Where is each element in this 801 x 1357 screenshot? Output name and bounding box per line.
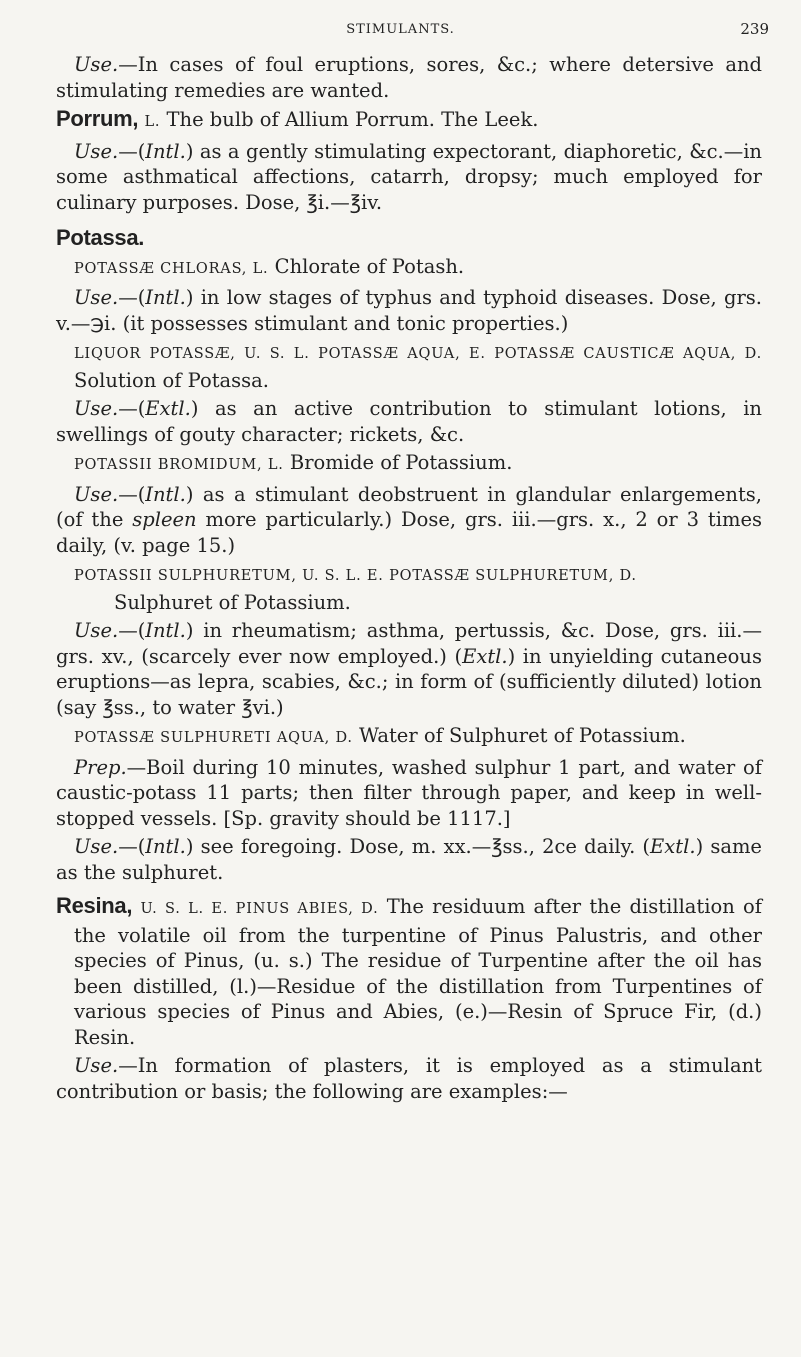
liquor-entry xyxy=(56,339,762,393)
prep-label: Prep. xyxy=(74,755,127,779)
use-mark: Intl. xyxy=(145,286,186,309)
running-head: STIMULANTS. xyxy=(346,22,455,37)
use-text: as an active contribution to stimulant lotions, in swellings of gouty character; rickets, &c. xyxy=(56,397,762,446)
potassa-title: Potassa. xyxy=(56,225,145,250)
use-mark: Intl. xyxy=(145,835,186,858)
use-mark: Intl. xyxy=(145,619,186,642)
use-emphasis: spleen xyxy=(132,508,197,531)
extl-text: same as the sulphuret. xyxy=(56,835,762,884)
porrum-use-paragraph: Use.—(Intl.) as a gently stimulating expectorant, diaphoretic, &c.—in some asthmatical affections, catarrh, dropsy; much employed for culinary purposes. Dose, ℥i.—℥iv. xyxy=(56,139,762,214)
porrum-authority: L. xyxy=(144,114,161,130)
bromide-description: Bromide of Potassium. xyxy=(289,451,513,474)
use-text-2: more particularly.) Dose, grs. iii.—grs. x., 2 or 3 times daily, (v. page 15.) xyxy=(56,508,762,557)
use-label: Use. xyxy=(74,482,119,506)
porrum-description: The bulb of Allium Porrum. The Leek. xyxy=(166,108,539,131)
liquor-description: Solution of Potassa. xyxy=(74,368,269,392)
use-label: Use. xyxy=(74,286,119,309)
resina-entry xyxy=(56,893,762,1050)
use-text: as a gently stimulating expectorant, diaphoretic, &c.—in some asthmatical affections, catarrh, dropsy; much employed for culinary purposes. Dose, ℥i.—℥iv. xyxy=(56,139,762,214)
potassa-section-title xyxy=(56,225,762,252)
use-text-2: in unyielding cutaneous eruptions—as lepra, scabies, &c.; in form of (sufficiently diluted) lotion (say ℥ss., to water ℥vi.) xyxy=(56,644,762,719)
sulphuret-name: POTASSII SULPHURETUM, U. S. L. E. POTASSÆ SULPHURETUM, D. xyxy=(74,568,637,584)
sulphuret-description: Sulphuret of Potassium. xyxy=(114,590,351,614)
use-text-1: as a stimulant deobstruent in glandular enlargements, (of the xyxy=(56,482,762,531)
use-mark: Extl. xyxy=(145,397,191,420)
page-header xyxy=(0,18,801,40)
aqua-entry xyxy=(56,723,762,752)
extl-mark: Extl. xyxy=(650,835,696,858)
sulphuret-use-paragraph: Use.—(Intl.) in rheumatism; asthma, pertussis, &c. Dose, grs. iii.—grs. xv., (scarcely ever now employed.) (Extl.) in unyielding cutaneous eruptions—as lepra, scabies, &c.; in form of (sufficiently diluted) lotion (say ℥ss., to water ℥vi.) xyxy=(56,619,762,719)
chloras-description: Chlorate of Potash. xyxy=(274,254,465,278)
use-text: in low stages of typhus and typhoid diseases. Dose, grs. v.—℈i. (it possesses stimulant and tonic properties.) xyxy=(56,286,762,335)
use-text-1: in rheumatism; asthma, pertussis, &c. Dose, grs. iii.—grs. xv., (scarcely ever now employed.) xyxy=(56,619,762,668)
aqua-use-paragraph: Use.—(Intl.) see foregoing. Dose, m. xx.—℥ss., 2ce daily. (Extl.) same as the sulphuret. xyxy=(56,835,762,884)
bromide-use-paragraph: Use.—(Intl.) as a stimulant deobstruent in glandular enlargements, (of the spleen more particularly.) Dose, grs. iii.—grs. x., 2 or 3 times daily, (v. page 15.) xyxy=(56,482,762,557)
page-body xyxy=(56,52,762,1107)
porrum-title: Porrum, xyxy=(56,106,139,131)
use-text: see foregoing. Dose, m. xx.—℥ss., 2ce daily. xyxy=(200,835,636,858)
sulphuret-entry xyxy=(56,561,762,615)
use-text: —In formation of plasters, it is employed as a stimulant contribution or basis; the following are examples:— xyxy=(56,1054,762,1103)
resina-authority: U. S. L. E. PINUS ABIES, D. xyxy=(140,901,379,917)
aqua-description: Water of Sulphuret of Potassium. xyxy=(359,724,686,747)
page-number: 239 xyxy=(740,20,769,38)
bromide-entry xyxy=(56,450,762,479)
use-text: —In cases of foul eruptions, sores, &c.; where detersive and stimulating remedies are wanted. xyxy=(56,53,762,102)
aqua-prep-paragraph xyxy=(56,755,762,832)
use-label: Use. xyxy=(74,1054,119,1077)
liquor-use-paragraph: Use.—(Extl.) as an active contribution to stimulant lotions, in swellings of gouty character; rickets, &c. xyxy=(56,397,762,446)
resina-use-paragraph xyxy=(56,1053,762,1104)
intro-use-paragraph xyxy=(56,52,762,103)
resina-description: The residuum after the distillation of the volatile oil from the turpentine of Pinus Palustris, and other species of Pinus, (u. s.) The residue of Turpentine after the oil has been distilled, (l.)—Residue of the distillation from Turpentines of various species of Pinus and Abies, (e.)—Resin of Spruce Fir, (d.) Resin. xyxy=(74,895,763,1049)
aqua-name: POTASSÆ SULPHURETI AQUA, D. xyxy=(74,730,353,746)
porrum-entry xyxy=(56,106,762,136)
chloras-name: POTASSÆ CHLORAS, L. xyxy=(74,260,269,277)
use-label: Use. xyxy=(74,835,119,858)
use-label: Use. xyxy=(74,53,119,76)
use-label: Use. xyxy=(74,397,119,420)
use-label: Use. xyxy=(74,619,119,642)
resina-title: Resina, xyxy=(56,893,133,918)
chloras-entry xyxy=(56,254,762,283)
use-mark: Intl. xyxy=(145,482,186,506)
use-mark-2: Extl. xyxy=(462,644,508,668)
chloras-use-paragraph: Use.—(Intl.) in low stages of typhus and typhoid diseases. Dose, grs. v.—℈i. (it possesses stimulant and tonic properties.) xyxy=(56,286,762,335)
use-label: Use. xyxy=(74,139,119,163)
liquor-name: LIQUOR POTASSÆ, U. S. L. POTASSÆ AQUA, E. POTASSÆ CAUSTICÆ AQUA, D. xyxy=(74,346,762,362)
prep-text: —Boil during 10 minutes, washed sulphur 1 part, and water of caustic-potass 11 parts; then filter through paper, and keep in well-stopped vessels. [Sp. gravity should be 1117.] xyxy=(56,755,762,830)
bromide-name: POTASSII BROMIDUM, L. xyxy=(74,457,284,473)
use-mark: Intl. xyxy=(145,139,186,163)
